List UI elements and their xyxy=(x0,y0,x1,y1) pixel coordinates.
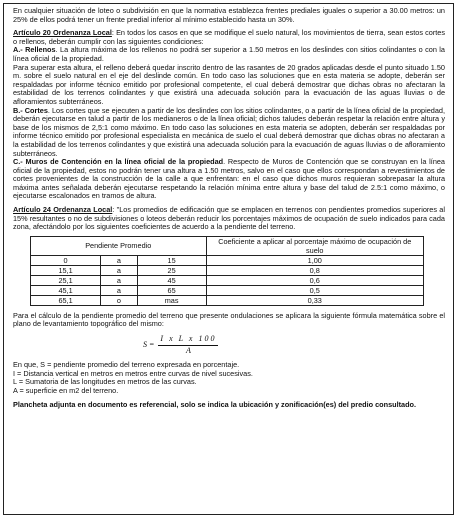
coefficient-cell: 0,6 xyxy=(206,275,423,285)
coefficient-cell: 0,8 xyxy=(206,265,423,275)
formula-intro: Para el cálculo de la pendiente promedio del terreno que presente ondulaciones se aplicara la siguiente fórmula matemática sobre el plano de levantamiento topográfico del mismo: xyxy=(13,310,445,329)
range-from-cell: 45,1 xyxy=(31,285,101,295)
formula-denominator: A xyxy=(186,345,191,355)
plancheta-note: Plancheta adjunta en documento es referencial, solo se indica la ubicación y zonificación(es) del predio consultado. xyxy=(13,399,417,409)
range-sep-cell: a xyxy=(101,265,138,275)
range-sep-cell: a xyxy=(101,275,138,285)
rellenos-paragraph-2: Para superar esta altura, el relleno deberá quedar inscrito dentro de las rasantes de 20 grados aplicadas desde el punto situado 1.50 m. sobre el suelo natural en el eje del deslinde común. En todo caso las soluciones que en esta materia se adopte, deberán ser respaldadas por informe técnico emitido por profesional competente, el cual deberá demostrar que dichas obras no afectaran la estabilidad de los terrenos colindantes y que existirá una adecuada solución para la evacuación de las aguas lluvias o de afloramientos subterráneos. xyxy=(13,62,445,106)
article-24-paragraph xyxy=(13,206,445,232)
range-sep-cell: a xyxy=(101,255,138,265)
article-20-text: : En todos los casos en que se modifique el suelo natural, los movimientos de tierra, sean estos cortes o rellenos, deberán cumplir con las siguientes condiciones: xyxy=(13,28,445,46)
range-sep-cell: o xyxy=(101,295,138,305)
slope-coefficient-table xyxy=(30,236,424,306)
range-from-cell: 15,1 xyxy=(31,265,101,275)
article-20-paragraph xyxy=(13,29,445,46)
muros-label: C.- Muros de Contención en la línea oficial de la propiedad xyxy=(13,157,224,167)
coefficient-cell: 0,33 xyxy=(206,295,423,305)
definition-l: L = Sumatoria de las longitudes en metros de las curvas. xyxy=(13,377,197,387)
range-to-cell: 25 xyxy=(137,265,206,275)
range-from-cell: 25,1 xyxy=(31,275,101,285)
coefficient-cell: 0,5 xyxy=(206,285,423,295)
table-row xyxy=(31,295,424,305)
formula-lhs: S = xyxy=(143,339,155,349)
article-20-title: Artículo 20 Ordenanza Local xyxy=(13,28,112,38)
table-row xyxy=(31,285,424,295)
definition-i: I = Distancia vertical en metros en metros entre curvas de nivel sucesivas. xyxy=(13,368,253,378)
article-24-title: Artículo 24 Ordenanza Local xyxy=(13,205,113,215)
header-coeficiente: Coeficiente a aplicar al porcentaje máximo de ocupación de suelo xyxy=(206,236,423,255)
range-to-cell: 15 xyxy=(137,255,206,265)
formula-numerator: I x L x 100 xyxy=(158,335,218,346)
document-page xyxy=(3,3,454,515)
rellenos-paragraph xyxy=(13,46,445,63)
formula-fraction xyxy=(158,335,218,355)
table-row xyxy=(31,265,424,275)
table-row xyxy=(31,255,424,265)
cortes-paragraph xyxy=(13,107,445,159)
range-to-cell: mas xyxy=(137,295,206,305)
table-row xyxy=(31,275,424,285)
range-to-cell: 65 xyxy=(137,285,206,295)
table-header-row xyxy=(31,236,424,255)
range-from-cell: 0 xyxy=(31,255,101,265)
rellenos-label: A.- Rellenos xyxy=(13,45,56,55)
range-from-cell: 65,1 xyxy=(31,295,101,305)
header-pendiente: Pendiente Promedio xyxy=(31,236,207,255)
rellenos-text: . La altura máxima de los rellenos no podrá ser superior a 1.50 metros en los deslindes con sitios colindantes o con la línea oficial de la propiedad. xyxy=(13,45,445,63)
definition-s: En que, S = pendiente promedio del terreno expresada en porcentaje. xyxy=(13,360,240,370)
cortes-label: B.- Cortes xyxy=(13,105,48,115)
muros-paragraph xyxy=(13,158,445,201)
muros-text: . Respecto de Muros de Contención que se construyan en la línea oficial de la propiedad, estos no podrán tener una altura a 1.50 metros, salvo en el caso que ellos correspondan a revestimientos de cortes provenientes de la construcción de la calle a que enfrentan: en el caso que dichos muros requieran sobrepasar la altura máxima antes señalada deberán ejecutarse respetando la relación mínima entre altura y base del talud de 2.5:1 como máximo, o ejecutarse escalonados en tramos de altura. xyxy=(13,157,445,201)
slope-formula xyxy=(143,335,445,355)
definition-a: A = superficie en m2 del terreno. xyxy=(13,386,119,395)
cortes-text: . Los cortes que se ejecuten a partir de los deslindes con los sitios colindantes, o a partir de la línea oficial de la propiedad, deberán ejecutarse en talud a partir de los medianeros o de la línea oficial; dichos taludes deberán respetar la relación entre altura y base de los mismos de 2,5:1 como máximo. En todo caso las soluciones en esta materia se adopten, deberán ser respaldadas por informe técnico emitido por profesional especialista en mecánica de suelo el cual deberá demostrar que dichas obras no afectaran a la estabilidad de los terrenos colindantes y que existirá una adecuada solución para la evacuación de aguas lluvias o de afloramiento subterráneos. xyxy=(13,105,445,158)
coefficient-cell: 1,00 xyxy=(206,255,423,265)
range-to-cell: 45 xyxy=(137,275,206,285)
intro-paragraph: En cualquier situación de loteo o subdivisión en que la normativa establezca frentes prediales iguales o superior a 30.00 metros: un 25% de ellos podrá tener un frente predial inferior al mínimo establecido hasta un 30%. xyxy=(13,6,445,24)
range-sep-cell: a xyxy=(101,285,138,295)
article-24-text: : "Los promedios de edificación que se emplacen en terrenos con pendientes promedios superiores al 15% resultantes o no de subdivisiones o loteos deberán reducir los porcentajes máximos de ocupación de suelo indicados para cada zona, afectándolo por los siguientes coeficientes de acuerdo a la pendiente del terreno. xyxy=(13,205,445,232)
